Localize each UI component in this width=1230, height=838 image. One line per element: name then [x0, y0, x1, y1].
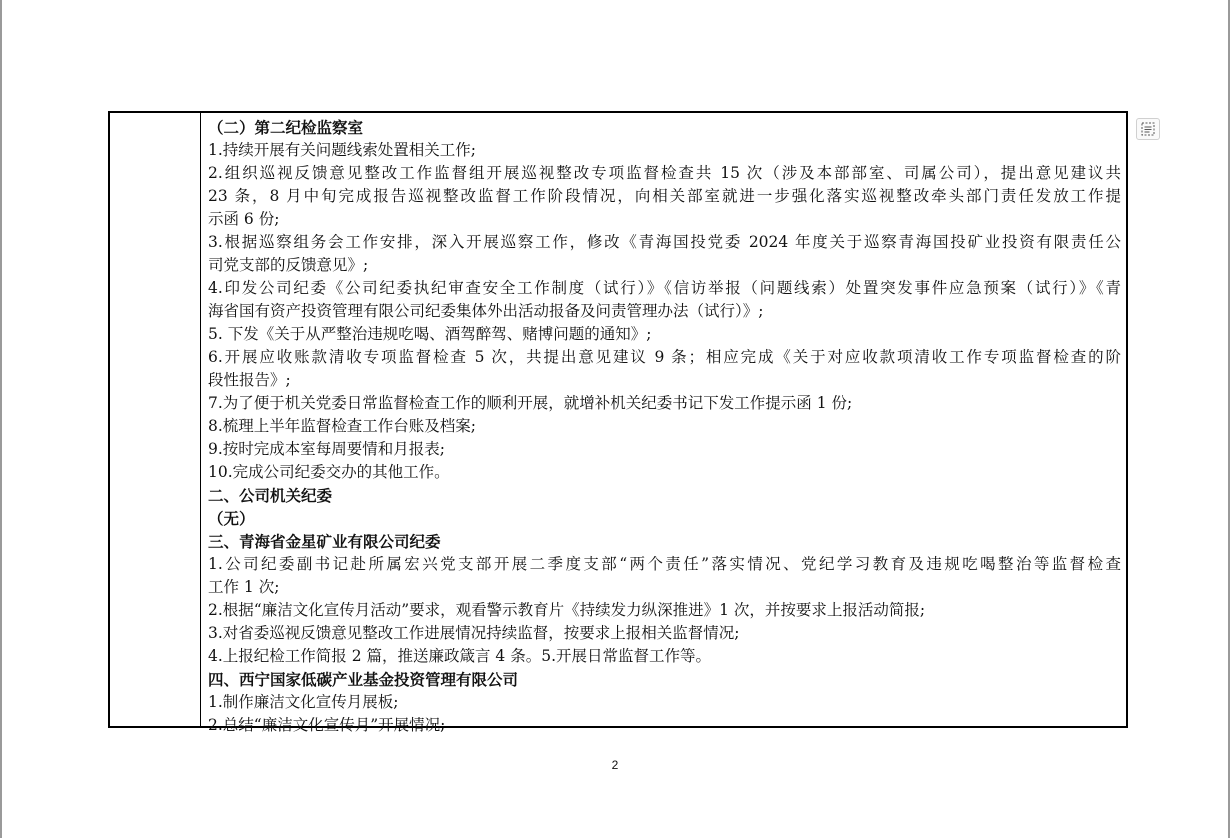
body-text-line: 4.印发公司纪委《公司纪委执纪审查安全工作制度（试行）》《信访举报（问题线索）处置突发事件应急预案（试行）》《青: [208, 279, 1121, 297]
body-text-line: 2.组织巡视反馈意见整改工作监督组开展巡视整改专项监督检查共 15 次（涉及本部部室、司属公司），提出意见建议共: [208, 164, 1121, 182]
body-text-line: 段性报告》;: [208, 371, 291, 389]
body-text-line: 5. 下发《关于从严整治违规吃喝、酒驾醉驾、赌博问题的通知》;: [208, 325, 652, 343]
table-left-column: [110, 113, 201, 726]
body-text-line: 2.总结“廉洁文化宣传月”开展情况;: [208, 716, 446, 734]
section-heading: （无）: [208, 509, 255, 528]
table-content-cell: [208, 116, 1121, 737]
body-text-line: 1.公司纪委副书记赴所属宏兴党支部开展二季度支部“两个责任”落实情况、党纪学习教育及违规吃喝整治等监督检查: [208, 555, 1121, 573]
body-text-line: 司党支部的反馈意见》;: [208, 256, 369, 274]
body-text-line: 4.上报纪检工作简报 2 篇，推送廉政箴言 4 条。5.开展日常监督工作等。: [208, 647, 712, 665]
body-text-line: 工作 1 次;: [208, 578, 280, 596]
section-heading: （二）第二纪检监察室: [208, 118, 364, 137]
body-text-line: 示函 6 份;: [208, 210, 280, 228]
section-heading: 四、西宁国家低碳产业基金投资管理有限公司: [208, 670, 519, 689]
body-text-line: 8.梳理上半年监督检查工作台账及档案;: [208, 417, 477, 435]
select-text-button[interactable]: [1136, 118, 1160, 140]
page-number: 2: [611, 758, 619, 772]
body-text-line: 3.对省委巡视反馈意见整改工作进展情况持续监督，按要求上报相关监督情况;: [208, 624, 740, 642]
body-text-line: 23 条，8 月中旬完成报告巡视整改监督工作阶段情况，向相关部室就进一步强化落实巡视整改牵头部门责任发放工作提: [208, 187, 1121, 205]
body-text-line: 1.持续开展有关问题线索处置相关工作;: [208, 141, 477, 159]
body-text-line: 3.根据巡察组务会工作安排，深入开展巡察工作，修改《青海国投党委 2024 年度关于巡察青海国投矿业投资有限责任公: [208, 233, 1121, 251]
body-text-line: 2.根据“廉洁文化宣传月活动”要求，观看警示教育片《持续发力纵深推进》1 次，并按要求上报活动简报;: [208, 601, 926, 619]
content-table: [108, 111, 1128, 734]
section-heading: 二、公司机关纪委: [208, 486, 333, 505]
body-text-line: 10.完成公司纪委交办的其他工作。: [208, 463, 450, 481]
section-heading: 三、青海省金星矿业有限公司纪委: [208, 532, 441, 551]
body-text-line: 1.制作廉洁文化宣传月展板;: [208, 693, 399, 711]
body-text-line: 6.开展应收账款清收专项监督检查 5 次，共提出意见建议 9 条；相应完成《关于对应收款项清收工作专项监督检查的阶: [208, 348, 1121, 366]
select-text-icon: [1141, 122, 1155, 136]
body-text-line: 7.为了便于机关党委日常监督检查工作的顺利开展，就增补机关纪委书记下发工作提示函 1 份;: [208, 394, 853, 412]
body-text-line: 海省国有资产投资管理有限公司纪委集体外出活动报备及问责管理办法（试行）》;: [208, 302, 764, 320]
body-text-line: 9.按时完成本室每周要情和月报表;: [208, 440, 446, 458]
